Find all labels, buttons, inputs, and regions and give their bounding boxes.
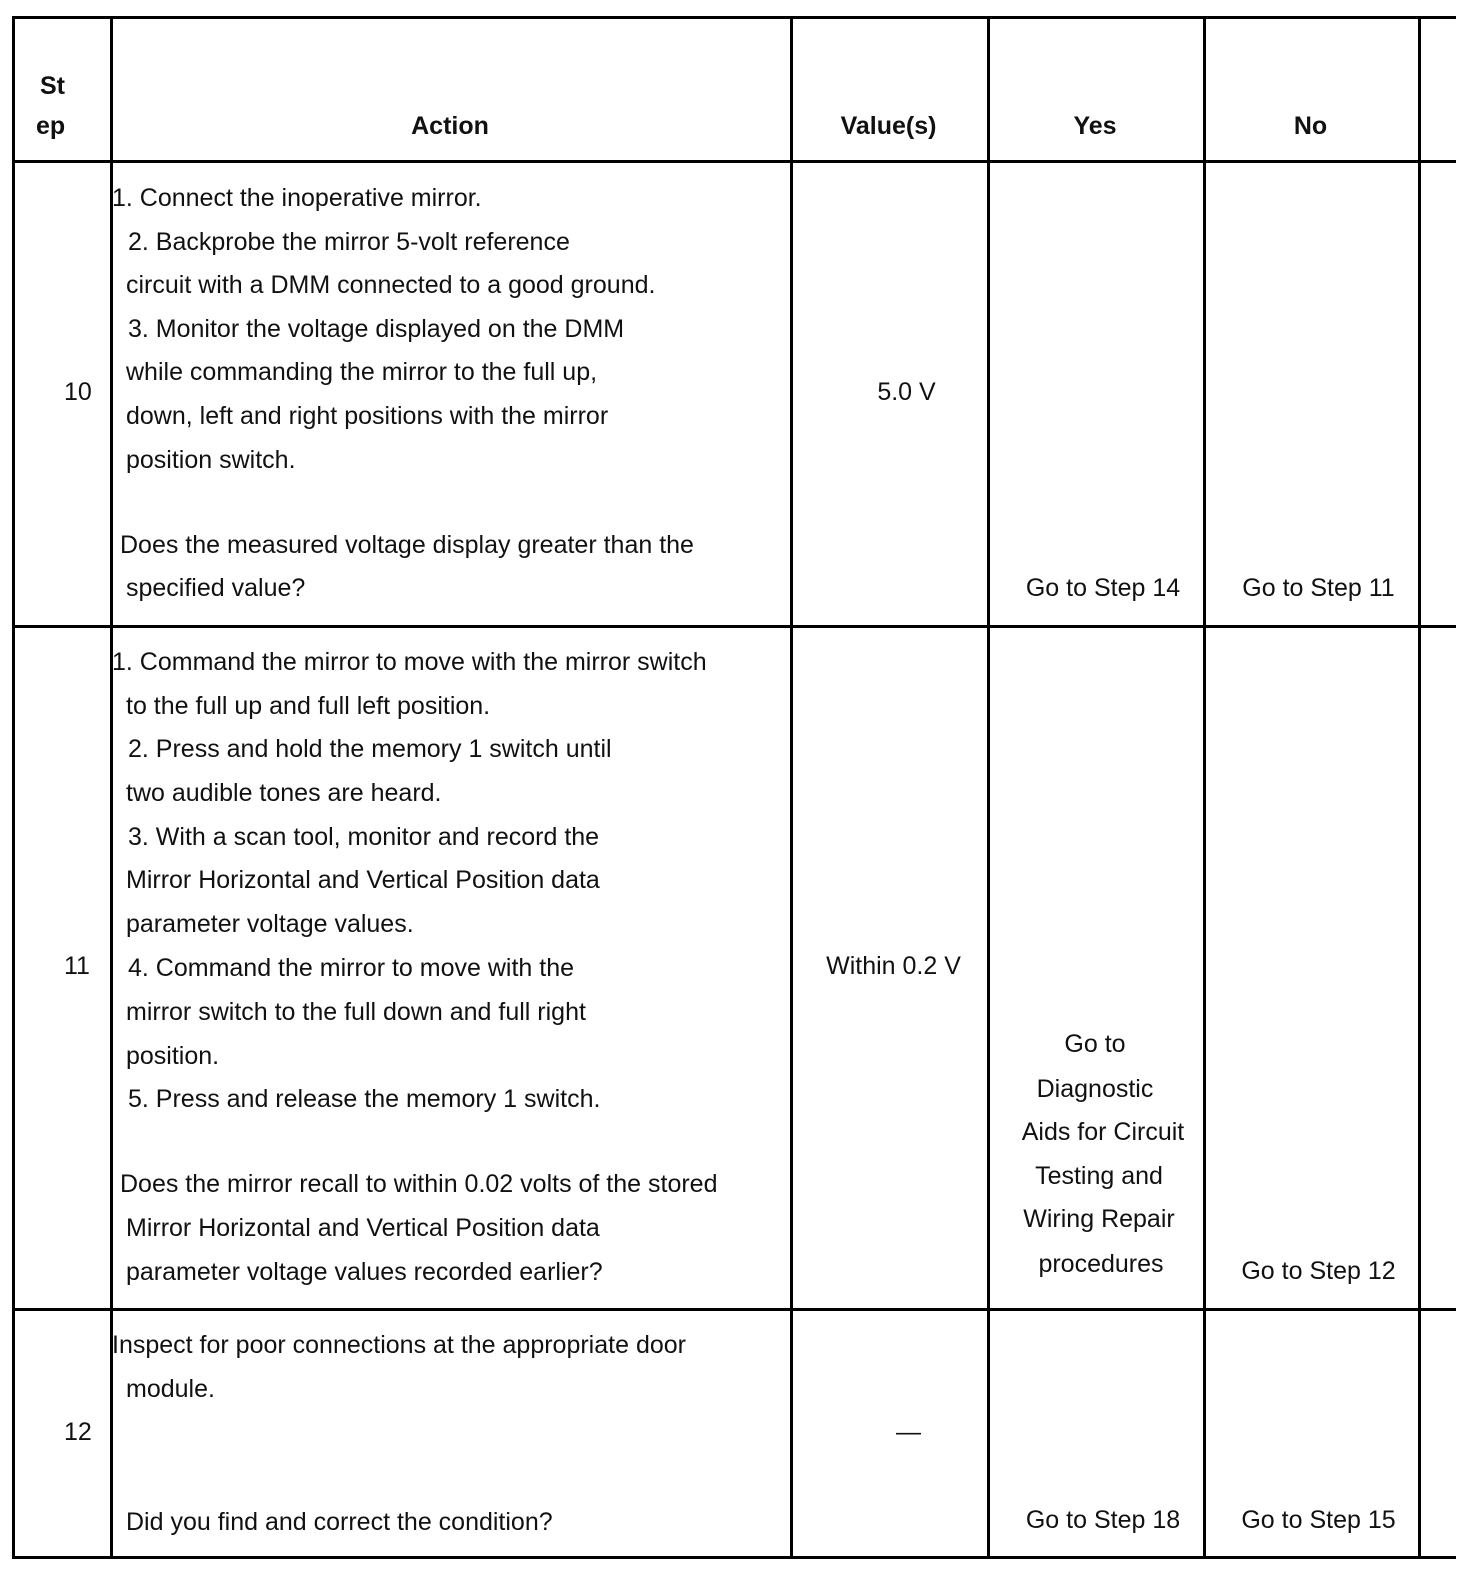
- yes-cell-line: Diagnostic: [1036, 1075, 1154, 1103]
- action-line: Inspect for poor connections at the appropriate door: [112, 1331, 686, 1359]
- row-divider: [12, 625, 1456, 628]
- table-border-bottom: [12, 1556, 1456, 1559]
- no-cell: Go to Step 11: [1242, 574, 1395, 602]
- header-divider: [12, 160, 1456, 163]
- value-cell: 5.0 V: [877, 378, 936, 406]
- column-divider: [790, 16, 793, 1559]
- action-line: down, left and right positions with the mirror: [126, 402, 609, 430]
- action-line: Mirror Horizontal and Vertical Position data: [126, 866, 600, 894]
- table-border-top: [12, 16, 1456, 19]
- step-number: 12: [64, 1418, 92, 1446]
- header-step-line1: St: [40, 72, 65, 100]
- yes-cell-line: Go to: [1064, 1030, 1126, 1058]
- action-question: Does the measured voltage display greater than the: [120, 531, 694, 559]
- yes-cell-line: Aids for Circuit: [1021, 1118, 1185, 1146]
- action-line: position.: [126, 1042, 220, 1070]
- value-cell: —: [896, 1418, 921, 1446]
- step-number: 11: [64, 952, 90, 980]
- no-cell: Go to Step 12: [1241, 1257, 1396, 1285]
- action-question: Did you find and correct the condition?: [126, 1508, 553, 1536]
- header-yes: Yes: [1073, 112, 1117, 140]
- action-question: specified value?: [126, 574, 306, 602]
- action-line: 2. Backprobe the mirror 5-volt reference: [128, 228, 570, 256]
- action-line: 5. Press and release the memory 1 switch.: [128, 1085, 601, 1113]
- row-divider: [12, 1308, 1456, 1311]
- header-action: Action: [411, 112, 489, 140]
- header-step-line2: ep: [36, 112, 66, 140]
- action-line: module.: [126, 1375, 215, 1403]
- action-line: 4. Command the mirror to move with the: [128, 954, 574, 982]
- header-no: No: [1293, 112, 1328, 140]
- action-line: two audible tones are heard.: [126, 779, 442, 807]
- action-line: 2. Press and hold the memory 1 switch until: [128, 735, 612, 763]
- action-line: 1. Command the mirror to move with the mirror switch: [112, 648, 707, 676]
- header-values: Value(s): [840, 112, 937, 140]
- action-question: parameter voltage values recorded earlier?: [126, 1258, 603, 1286]
- column-divider: [987, 16, 990, 1559]
- yes-cell-line: Wiring Repair: [1023, 1205, 1175, 1233]
- action-line: while commanding the mirror to the full up,: [126, 358, 598, 386]
- yes-cell: Go to Step 18: [1025, 1506, 1181, 1534]
- action-line: to the full up and full left position.: [126, 692, 491, 720]
- action-line: mirror switch to the full down and full right: [126, 998, 586, 1026]
- action-line: 3. With a scan tool, monitor and record the: [128, 823, 600, 851]
- value-cell: Within 0.2 V: [826, 952, 961, 980]
- column-divider: [1203, 16, 1206, 1559]
- action-line: position switch.: [126, 446, 296, 474]
- action-line: 1. Connect the inoperative mirror.: [112, 184, 482, 212]
- table-border-right: [1418, 16, 1421, 1559]
- table-border-left: [12, 16, 15, 1559]
- action-line: circuit with a DMM connected to a good ground.: [126, 271, 656, 299]
- yes-cell-line: Testing and: [1035, 1162, 1163, 1190]
- yes-cell-line: procedures: [1038, 1250, 1164, 1278]
- action-line: 3. Monitor the voltage displayed on the DMM: [128, 315, 625, 343]
- no-cell: Go to Step 15: [1241, 1506, 1396, 1534]
- action-line: parameter voltage values.: [126, 910, 414, 938]
- step-number: 10: [64, 378, 92, 406]
- action-question: Does the mirror recall to within 0.02 volts of the stored: [120, 1170, 718, 1198]
- action-question: Mirror Horizontal and Vertical Position data: [126, 1214, 600, 1242]
- yes-cell: Go to Step 14: [1025, 574, 1181, 602]
